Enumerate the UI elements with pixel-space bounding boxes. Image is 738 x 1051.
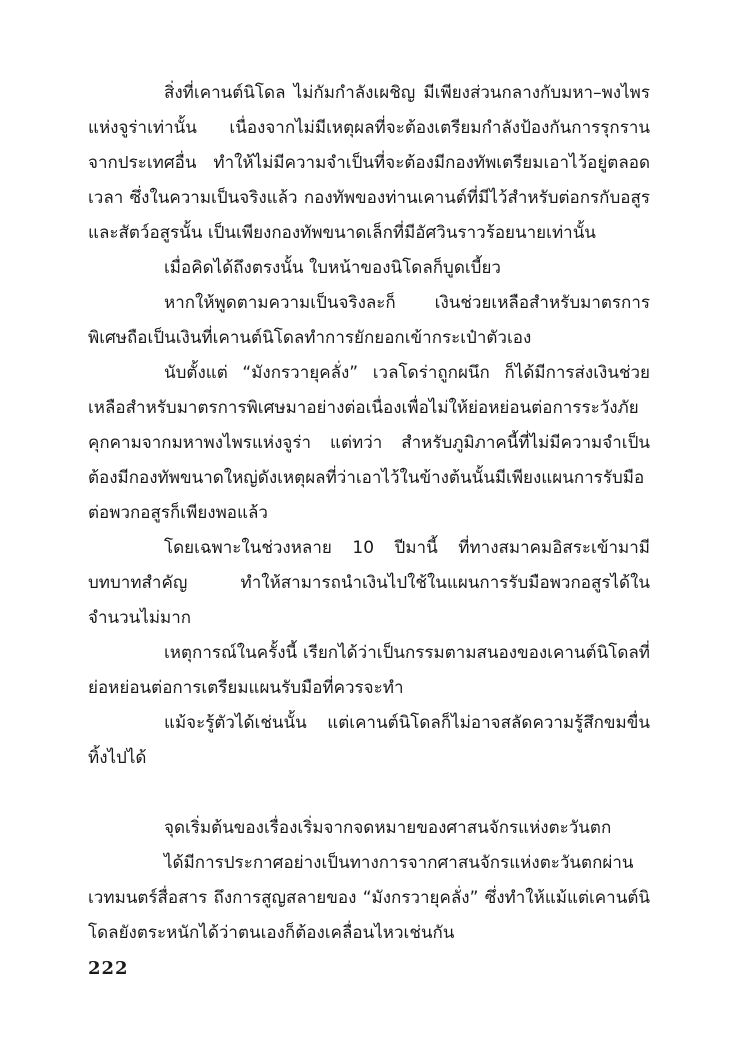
paragraph-6: เหตุการณ์ในครั้งนี้ เรียกได้ว่าเป็นกรรมตามสนองของเคานต์นิโดลที่ย่อหย่อนต่อการเตรียมแผนรับมือที่ควรจะทำ — [88, 643, 650, 698]
paragraph-8: จุดเริ่มต้นของเรื่องเริ่มจากจดหมายของศาสนจักรแห่งตะวันตก — [164, 818, 612, 838]
paragraph-5: โดยเฉพาะในช่วงหลาย 10 ปีมานี้ ที่ทางสมาคมอิสระเข้ามามีบทบาทสำคัญ ทำให้สามารถนำเงินไปใช้ในแผนการรับมือพวกอสูรได้ในจำนวนไม่มาก — [88, 538, 650, 628]
page-number: 222 — [88, 958, 129, 979]
paragraph-1: สิ่งที่เคานต์นิโดล ไม่กัมกำลังเผชิญ มีเพียงส่วนกลางกับมหา–พงไพรแห่งจูร่าเท่านั้น เนื่องจากไม่มีเหตุผลที่จะต้องเตรียมกำลังป้องกันการรุกรานจากประเทศอื่น ทำให้ไม่มีความจำเป็นที่จะต้องมีกองทัพเตรียมเอาไว้อยู่ตลอดเวลา ซึ่งในความเป็นจริงแล้ว กองทัพของท่านเคานต์ที่มีไว้สำหรับต่อกรกับอสูรและสัตว์อสูรนั้น เป็นเพียงกองทัพขนาดเล็กที่มีอัศวินราวร้อยนายเท่านั้น — [88, 83, 650, 243]
paragraph-2: เมื่อคิดได้ถึงตรงนั้น ใบหน้าของนิโดลก็บูดเบี้ยว — [164, 258, 501, 278]
paragraph-9: ได้มีการประกาศอย่างเป็นทางการจากศาสนจักรแห่งตะวันตกผ่านเวทมนตร์สื่อสาร ถึงการสูญสลายของ “มังกรวายุคลั่ง” ซึ่งทำให้แม้แต่เคานต์นิโดลยังตระหนักได้ว่าตนเองก็ต้องเคลื่อนไหวเช่นกัน — [88, 853, 650, 943]
paragraph-7: แม้จะรู้ตัวได้เช่นนั้น แต่เคานต์นิโดลก็ไม่อาจสลัดความรู้สึกขมขื่นทิ้งไปได้ — [88, 713, 650, 768]
page-body — [88, 76, 650, 951]
paragraph-4: นับตั้งแต่ “มังกรวายุคลั่ง” เวลโดร่าถูกผนึก ก็ได้มีการส่งเงินช่วยเหลือสำหรับมาตรการพิเศษมาอย่างต่อเนื่องเพื่อไม่ให้ย่อหย่อนต่อการระวังภัยคุกคามจากมหาพงไพรแห่งจูร่า แต่ทว่า สำหรับภูมิภาคนี้ที่ไม่มีความจำเป็นต้องมีกองทัพขนาดใหญ่ดังเหตุผลที่ว่าเอาไว้ในข้างต้นนั้นมีเพียงแผนการรับมือต่อพวกอสูรก็เพียงพอแล้ว — [88, 363, 650, 523]
paragraph-3: หากให้พูดตามความเป็นจริงละก็ เงินช่วยเหลือสำหรับมาตรการพิเศษถือเป็นเงินที่เคานต์นิโดลทำการยักยอกเข้ากระเป๋าตัวเอง — [88, 293, 650, 348]
scene-break — [88, 776, 650, 811]
